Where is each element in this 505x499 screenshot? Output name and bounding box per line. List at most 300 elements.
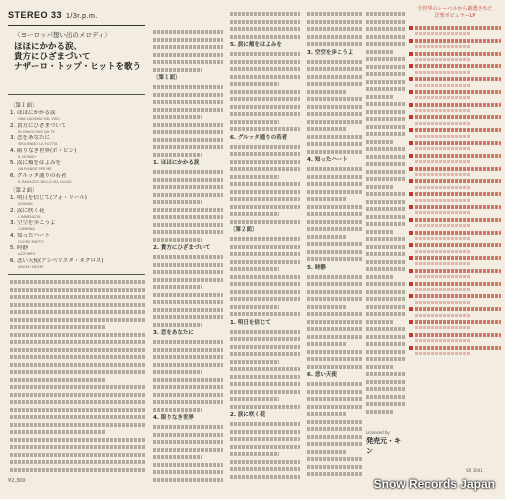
text-line (307, 275, 362, 279)
text-line (230, 290, 300, 294)
catalog-ad-subline (415, 71, 470, 74)
section-heading: 4. 限りなき世界 (153, 415, 194, 421)
catalog-ad-line (415, 141, 501, 145)
text-line (307, 472, 362, 476)
side-1-label: 〔第１面〕 (10, 103, 38, 109)
text-line (10, 303, 145, 307)
text-line (230, 220, 300, 224)
text-line (153, 393, 223, 397)
catalog-ad-item (409, 178, 501, 183)
text-line (230, 260, 300, 264)
text-line (366, 312, 406, 316)
catalog-ad-subline (415, 339, 470, 342)
text-line (153, 230, 223, 234)
catalog-ad-item (409, 89, 501, 94)
text-line (307, 342, 346, 346)
text-line (366, 155, 406, 159)
text-line (366, 260, 406, 264)
text-line (366, 320, 394, 324)
text-line (153, 108, 223, 112)
text-line (153, 263, 223, 267)
text-line (10, 393, 145, 397)
text-line (153, 440, 223, 444)
text-line (307, 220, 362, 224)
track-original-title: SEGUENDO LA FLOTTA (18, 142, 58, 146)
text-line (153, 300, 223, 304)
text-line (153, 355, 223, 359)
album-title-block (14, 30, 144, 72)
text-line (366, 20, 406, 24)
text-line (153, 38, 223, 42)
text-line (153, 100, 223, 104)
catalog-ad-line (415, 346, 501, 350)
text-line (153, 153, 202, 157)
notes-column-4 (307, 12, 362, 482)
catalog-ad-item (409, 38, 501, 43)
text-line (307, 335, 362, 339)
text-line (307, 135, 362, 139)
text-line (366, 327, 406, 331)
text-line (307, 82, 362, 86)
notes-column-5 (366, 12, 406, 422)
text-line (230, 205, 300, 209)
catalog-number: SR 3041 (466, 468, 483, 473)
catalog-ad-line (415, 231, 501, 235)
text-line (230, 197, 300, 201)
text-line (230, 297, 300, 301)
bullet-icon (409, 167, 413, 171)
text-line (307, 175, 362, 179)
text-line (307, 150, 362, 154)
album-title-line-2: 貴方にひざまづいて (14, 52, 91, 62)
bullet-icon (409, 205, 413, 209)
bullet-icon (409, 218, 413, 222)
text-line (366, 230, 394, 234)
text-line (366, 132, 406, 136)
bullet-icon (409, 269, 413, 273)
track-original-title: CAMMINA (18, 227, 35, 231)
catalog-ad-item (409, 102, 501, 107)
header-divider (8, 25, 145, 26)
text-line (230, 312, 300, 316)
text-line (307, 112, 362, 116)
catalog-ad-subline (415, 84, 470, 87)
text-line (307, 320, 362, 324)
track-title: 3. 空空を歩こうよ (10, 220, 56, 226)
text-line (230, 145, 300, 149)
catalog-ad-item (409, 332, 501, 337)
seller-box (366, 430, 406, 456)
text-line (153, 60, 223, 64)
section-heading: 2. 涙に咲く花 (230, 412, 266, 418)
text-line (230, 175, 279, 179)
bullet-icon (409, 307, 413, 311)
section-heading: 6. 悲い天使 (307, 372, 337, 378)
text-line (230, 460, 300, 464)
bullet-icon (409, 115, 413, 119)
bullet-icon (409, 294, 413, 298)
text-line (230, 245, 300, 249)
text-line (366, 245, 406, 249)
text-line (230, 282, 300, 286)
text-line (366, 140, 394, 144)
text-line (153, 425, 223, 429)
text-line (230, 60, 300, 64)
text-line (230, 127, 300, 131)
text-line (366, 305, 406, 309)
text-line (230, 12, 300, 16)
text-line (366, 27, 406, 31)
text-line (153, 463, 223, 467)
catalog-ad-line (415, 243, 501, 247)
text-line (230, 305, 279, 309)
catalog-ad-subline (415, 301, 470, 304)
track-title: 3. 恋をあなたに (10, 135, 50, 141)
text-line (153, 448, 223, 452)
catalog-ad-line (415, 90, 501, 94)
catalog-ad-subline (415, 173, 470, 176)
seller-label: Licensed by (366, 430, 390, 435)
text-line (10, 333, 145, 337)
catalog-ad-line (415, 128, 501, 132)
catalog-ad-subline (415, 237, 470, 240)
catalog-ad-item (409, 345, 501, 350)
text-line (366, 387, 406, 391)
text-line (366, 275, 394, 279)
text-line (366, 80, 406, 84)
catalog-ad-subline (415, 160, 470, 163)
text-line (230, 160, 300, 164)
catalog-ad-subline (415, 186, 470, 189)
seller-name: 発売元・キン (366, 437, 401, 455)
text-line (230, 437, 300, 441)
text-line (307, 412, 346, 416)
text-line (307, 390, 362, 394)
text-line (307, 350, 362, 354)
text-line (307, 327, 362, 331)
track-original-title: DOMANI (18, 202, 33, 206)
text-line (10, 400, 145, 404)
text-line (153, 348, 223, 352)
catalog-ad-item (409, 166, 501, 171)
track-list (10, 99, 145, 270)
text-line (307, 290, 362, 294)
text-line (366, 162, 406, 166)
bullet-icon (409, 333, 413, 337)
text-line (366, 110, 406, 114)
bullet-icon (409, 26, 413, 30)
text-line (230, 182, 300, 186)
text-line (366, 42, 406, 46)
track-original-title: ANGELI NEGRI (18, 264, 44, 269)
text-line (366, 357, 406, 361)
track-original-title: UN PIANGE PER ME (18, 167, 52, 171)
text-line (366, 65, 406, 69)
text-line (153, 408, 202, 412)
catalog-ad-item (409, 25, 501, 30)
text-line (366, 50, 394, 54)
text-line (10, 430, 105, 434)
text-line (153, 238, 202, 242)
text-line (10, 348, 145, 352)
track-item (10, 135, 145, 147)
track-original-title: IL MONDO (18, 154, 36, 159)
text-line (10, 295, 145, 299)
text-line (307, 182, 362, 186)
catalog-ad-item (409, 51, 501, 56)
text-line (307, 242, 362, 246)
catalog-ad-line (415, 282, 501, 286)
text-line (230, 167, 300, 171)
text-line (153, 45, 223, 49)
text-line (153, 53, 223, 57)
text-line (153, 308, 223, 312)
catalog-ad-line (415, 39, 501, 43)
text-line (153, 478, 223, 482)
text-line (153, 170, 223, 174)
text-line (230, 190, 300, 194)
catalog-ad-line (415, 256, 501, 260)
text-line (230, 467, 300, 471)
text-line (366, 335, 406, 339)
text-line (366, 117, 406, 121)
bullet-icon (409, 141, 413, 145)
track-item (10, 123, 145, 135)
text-line (230, 345, 300, 349)
text-line (153, 363, 223, 367)
text-line (307, 75, 362, 79)
text-line (10, 363, 145, 367)
text-line (366, 372, 406, 376)
text-line (153, 285, 202, 289)
catalog-ad-subline (415, 45, 470, 48)
text-line (307, 35, 362, 39)
catalog-ad-subline (415, 122, 470, 125)
text-line (366, 252, 406, 256)
rpm-text: 1/3r.p.m. (66, 13, 98, 20)
text-line (230, 360, 279, 364)
text-line (230, 275, 300, 279)
text-line (230, 475, 300, 479)
track-title: 5. 涙に頬をはよみを (10, 160, 61, 166)
text-line (366, 200, 406, 204)
text-line (366, 35, 406, 39)
catalog-ad-item (409, 293, 501, 298)
catalog-ad-line (415, 154, 501, 158)
text-line (230, 90, 300, 94)
text-line (366, 177, 406, 181)
track-item (10, 258, 145, 270)
track-title: 1. ほほにかかる涙 (10, 110, 56, 116)
text-line (230, 152, 300, 156)
section-heading: 4. 知ったハート (307, 157, 348, 163)
text-line (230, 27, 300, 31)
text-line (366, 87, 406, 91)
text-line (153, 68, 202, 72)
catalog-ad-item (409, 191, 501, 196)
text-line (307, 420, 362, 424)
bullet-icon (409, 52, 413, 56)
bullet-icon (409, 64, 413, 68)
track-item (10, 173, 145, 185)
catalog-ad-item (409, 127, 501, 132)
text-line (230, 267, 279, 271)
text-line (153, 208, 223, 212)
text-line (366, 57, 406, 61)
text-line (366, 410, 394, 414)
text-line (153, 455, 202, 459)
text-line (307, 442, 362, 446)
track-title: 5. 時静 (10, 245, 28, 251)
text-line (230, 97, 300, 101)
text-line (366, 192, 406, 196)
text-line (230, 382, 300, 386)
catalog-ad-item (409, 204, 501, 209)
text-line (307, 167, 362, 171)
track-item (10, 195, 145, 207)
text-line (230, 112, 300, 116)
text-line (366, 395, 406, 399)
text-line (10, 408, 145, 412)
text-line (307, 105, 362, 109)
text-line (153, 193, 223, 197)
text-line (307, 357, 362, 361)
catalog-ad-line (415, 269, 501, 273)
track-item (10, 220, 145, 232)
catalog-ad-item (409, 306, 501, 311)
text-line (307, 90, 346, 94)
text-line (153, 470, 223, 474)
section-heading: 3. 空空を歩こうよ (307, 49, 354, 56)
text-line (153, 200, 202, 204)
text-line (307, 305, 346, 309)
catalog-ad-subline (415, 96, 470, 99)
catalog-ad-item (409, 63, 501, 68)
track-title: 1. 明日を信じて(フォ・リール) (10, 195, 87, 201)
catalog-ad-line (415, 192, 501, 196)
text-line (153, 433, 223, 437)
album-title-line-3: ナザーロ・トップ・ヒットを歌う (14, 62, 141, 72)
catalog-ad-line (415, 294, 501, 298)
text-line (230, 105, 300, 109)
title-divider (8, 94, 145, 95)
stereo-label (8, 10, 145, 20)
text-line (230, 82, 279, 86)
text-line (230, 452, 279, 456)
text-line (307, 405, 362, 409)
text-line (230, 35, 300, 39)
catalog-ad-subline (415, 135, 470, 138)
section-heading: 6. グルッタ通りの若者 (230, 134, 288, 141)
text-line (366, 222, 406, 226)
track-original-title: AZZURRO (18, 252, 36, 256)
text-line (230, 237, 300, 241)
catalog-ad-line (415, 26, 501, 30)
track-title: 4. 知ったハート (10, 232, 50, 239)
bullet-icon (409, 346, 413, 350)
catalog-ad-line (415, 64, 501, 68)
catalog-ad-line (415, 115, 501, 119)
catalog-ad-item (409, 153, 501, 158)
text-line (307, 190, 362, 194)
text-line (366, 185, 394, 189)
text-line (230, 75, 300, 79)
catalog-ad-item (409, 242, 501, 247)
text-line (307, 382, 362, 386)
track-title: 4. 限りなき世界(ボ・ビン) (10, 147, 77, 154)
bullet-icon (409, 192, 413, 196)
text-line (230, 52, 300, 56)
text-line (153, 255, 223, 259)
catalog-ad-subline (415, 262, 470, 265)
catalog-ad-line (415, 333, 501, 337)
text-line (10, 438, 145, 442)
bullet-icon (409, 77, 413, 81)
text-line (366, 380, 406, 384)
track-item (10, 245, 145, 257)
stereo-text: STEREO 33 (8, 10, 63, 20)
catalog-ad-line (415, 167, 501, 171)
catalog-ad-item (409, 319, 501, 324)
text-line (307, 457, 362, 461)
text-line (307, 205, 362, 209)
text-line (153, 315, 223, 319)
text-line (230, 212, 279, 216)
catalog-ad-box (409, 6, 501, 486)
text-line (153, 145, 223, 149)
catalog-ad-heading: 全世界のレーベルから厳選された 洋楽ポピュラーLP (417, 6, 493, 19)
text-line (307, 282, 362, 286)
text-line (307, 27, 362, 31)
track-item (10, 110, 145, 122)
text-line (153, 185, 223, 189)
text-line (366, 125, 406, 129)
catalog-ad-line (415, 320, 501, 324)
text-line (230, 337, 300, 341)
text-line (10, 340, 145, 344)
text-line (153, 278, 223, 282)
track-original-title: IL RAGAZZO DELLA VIA GLUCK (18, 179, 72, 184)
text-line (230, 405, 300, 409)
catalog-ad-subline (415, 314, 470, 317)
text-line (307, 465, 362, 469)
catalog-ad-subline (415, 147, 470, 150)
catalog-ad-item (409, 140, 501, 145)
section-heading: 1. ほほにかかる涙 (153, 160, 200, 166)
text-line (153, 340, 223, 344)
text-line (10, 385, 145, 389)
bullet-icon (409, 179, 413, 183)
track-item (10, 160, 145, 172)
watermark: Snow Records Japan (373, 477, 495, 491)
catalog-ad-item (409, 255, 501, 260)
section-heading: 1. 明日を信じて (230, 319, 271, 326)
track-item (10, 233, 145, 245)
catalog-ad-subline (415, 32, 470, 35)
catalog-ad-subline (415, 224, 470, 227)
text-line (307, 120, 362, 124)
text-line (230, 445, 300, 449)
side-2-label: 〔第２面〕 (10, 188, 38, 194)
bullet-icon (409, 231, 413, 235)
text-line (307, 297, 362, 301)
bullet-icon (409, 282, 413, 286)
catalog-ad-subline (415, 211, 470, 214)
album-title-line-1: ほほにかかる涙、 (14, 42, 83, 52)
bullet-icon (409, 39, 413, 43)
text-line (153, 93, 223, 97)
text-line (307, 235, 346, 239)
